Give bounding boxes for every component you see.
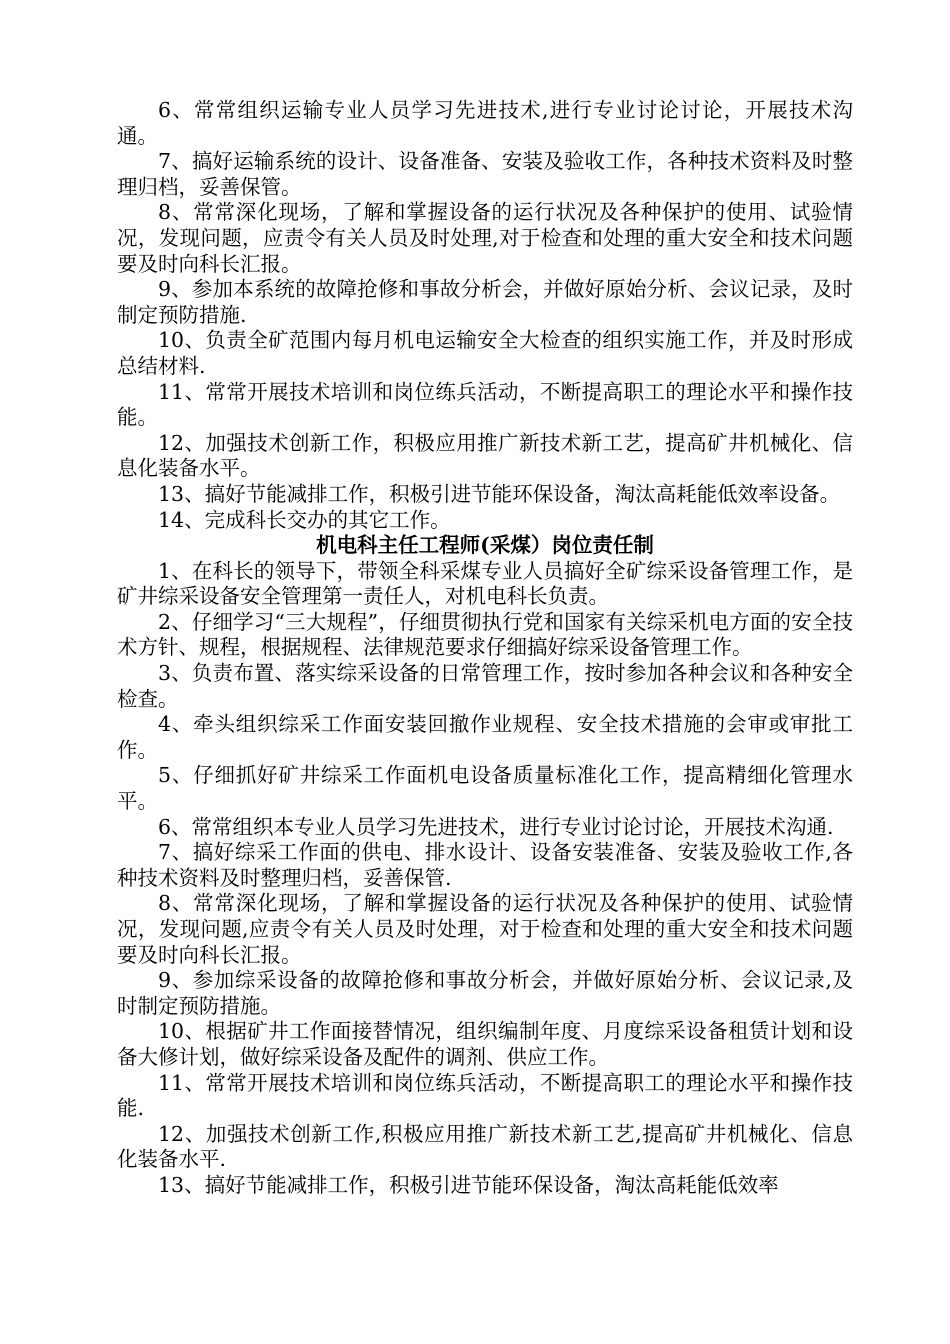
paragraph: 7、搞好运输系统的设计、设备准备、安装及验收工作，各种技术资料及时整理归档，妥善保管。 [117,149,853,199]
paragraph: 13、搞好节能减排工作，积极引进节能环保设备，淘汰高耗能低效率 [158,1172,779,1197]
paragraph: 7、搞好综采工作面的供电、排水设计、设备安装准备、安装及验收工作,各种技术资料及时整理归档，妥善保管. [117,840,853,890]
paragraph: 4、牵头组织综采工作面安装回撤作业规程、安全技术措施的会审或审批工作。 [117,712,853,762]
paragraph: 6、常常组织本专业人员学习先进技术，进行专业讨论讨论，开展技术沟通. [158,814,834,839]
paragraph: 11、常常开展技术培训和岗位练兵活动，不断提高职工的理论水平和操作技能。 [117,379,853,430]
paragraph: 14、完成科长交办的其它工作。 [158,507,451,532]
paragraph: 3、负责布置、落实综采设备的日常管理工作，按时参加各种会议和各种安全检查。 [117,661,853,711]
paragraph: 11、常常开展技术培训和岗位练兵活动，不断提高职工的理论水平和操作技能. [117,1070,853,1121]
paragraph: 13、搞好节能减排工作，积极引进节能环保设备，淘汰高耗能低效率设备。 [158,481,841,506]
paragraph: 2、仔细学习“三大规程”，仔细贯彻执行党和国家有关综采机电方面的安全技术方针、规程，根据规程、法律规范要求仔细搞好综采设备管理工作。 [117,609,853,660]
paragraph: 9、参加本系统的故障抢修和事故分析会，并做好原始分析、会议记录，及时制定预防措施. [117,277,853,327]
section-2-list [117,559,853,1199]
document-body [117,98,853,1199]
section-1-list [117,98,853,533]
paragraph: 12、加强技术创新工作，积极应用推广新技术新工艺，提高矿井机械化、信息化装备水平。 [117,430,853,481]
paragraph: 12、加强技术创新工作,积极应用推广新技术新工艺,提高矿井机械化、信息化装备水平. [117,1121,853,1172]
paragraph: 10、根据矿井工作面接替情况，组织编制年度、月度综采设备租赁计划和设备大修计划，做好综采设备及配件的调剂、供应工作。 [117,1019,853,1069]
paragraph: 6、常常组织运输专业人员学习先进技术,进行专业讨论讨论，开展技术沟通。 [117,98,853,148]
paragraph: 1、在科长的领导下，带领全科采煤专业人员搞好全矿综采设备管理工作，是矿井综采设备安全管理第一责任人，对机电科长负责。 [117,558,853,609]
paragraph: 8、常常深化现场，了解和掌握设备的运行状况及各种保护的使用、试验情况，发现问题，应责令有关人员及时处理,对于检查和处理的重大安全和技术问题要及时向科长汇报。 [117,200,853,276]
paragraph: 8、常常深化现场，了解和掌握设备的运行状况及各种保护的使用、试验情况，发现问题,应责令有关人员及时处理，对于检查和处理的重大安全和技术问题要及时向科长汇报。 [117,891,853,967]
paragraph: 9、参加综采设备的故障抢修和事故分析会，并做好原始分析、会议记录,及时制定预防措施。 [117,968,853,1018]
paragraph: 10、负责全矿范围内每月机电运输安全大检查的组织实施工作，并及时形成总结材料. [117,328,853,378]
section-title: 机电科主任工程师(采煤）岗位责任制 [316,533,654,558]
paragraph: 5、仔细抓好矿井综采工作面机电设备质量标准化工作，提高精细化管理水平。 [117,763,853,814]
